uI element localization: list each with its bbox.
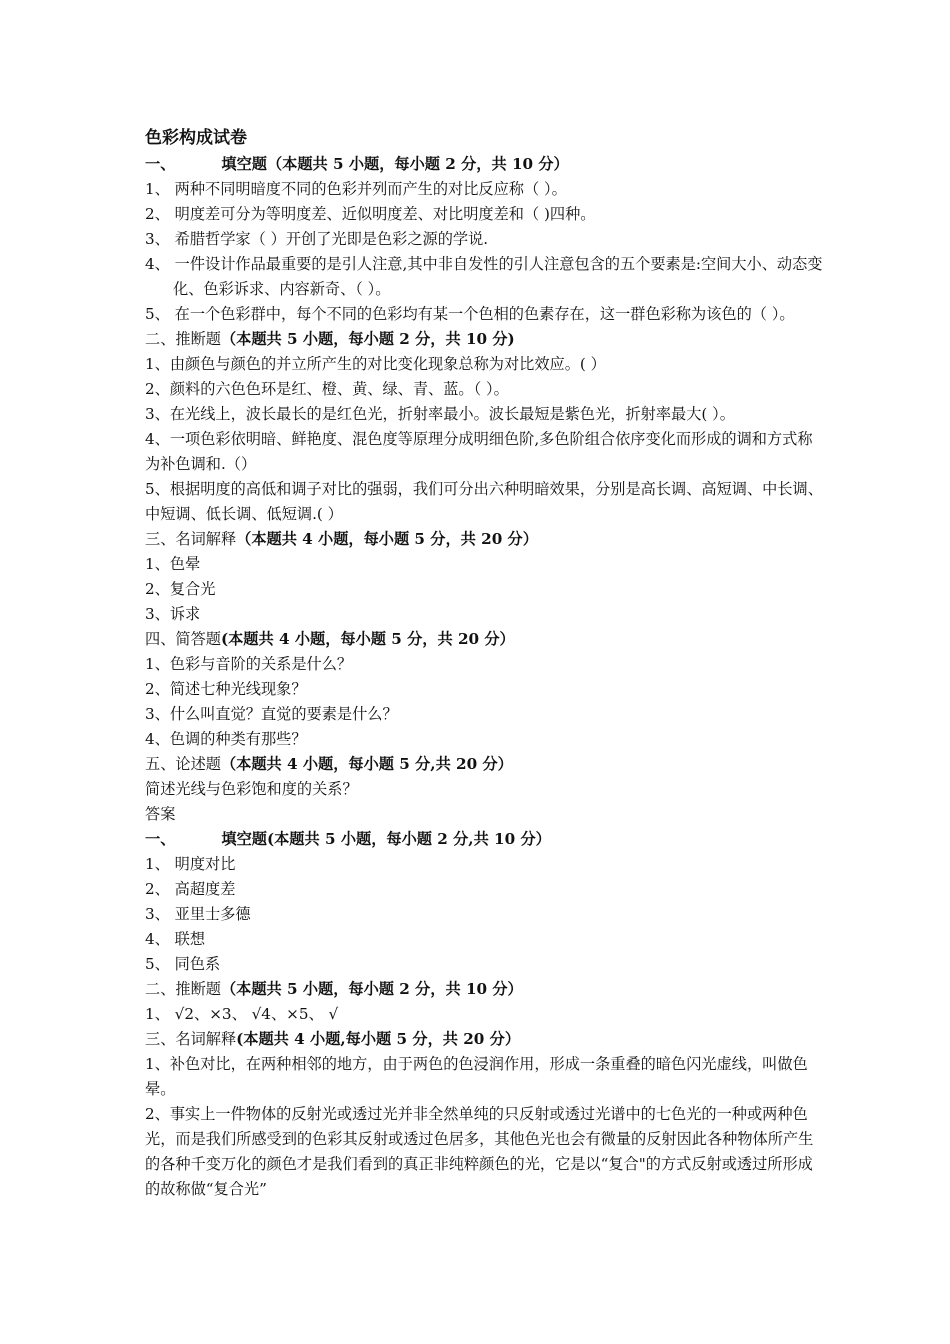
question-item: 2、 明度差可分为等明度差、近似明度差、对比明度差和（ )四种。 (145, 205, 596, 223)
question-item: 2、复合光 (145, 580, 216, 598)
answer-item: 1、补色对比，在两种相邻的地方，由于两色的色浸润作用，形成一条重叠的暗色闪光虚线，叫做色晕。 (145, 1055, 808, 1098)
answer-item: 1、 明度对比 (145, 855, 236, 873)
question-item: 5、 在一个色彩群中，每个不同的色彩均有某一个色相的色素存在，这一群色彩称为该色的（ ）。 (145, 305, 795, 323)
answer-item: 5、 同色系 (145, 955, 221, 973)
section-scoring: （本题共 5 小题，每小题 2 分，共 10 分） (220, 980, 523, 998)
section-heading-fill-in (145, 152, 825, 177)
answer-item: 1、 √2、×3、 √4、×5、 √ (145, 1005, 339, 1023)
answer-item: 3、 亚里士多德 (145, 905, 251, 923)
section-title: 三、名词解释 (145, 530, 237, 548)
document-title: 色彩构成试卷 (145, 128, 247, 148)
question-item: 1、由颜色与颜色的并立所产生的对比变化现象总称为对比效应。( ） (145, 355, 606, 373)
section-scoring: （本题共 4 小题，每小题 5 分,共 20 分） (220, 755, 513, 773)
section-scoring: (本题共 4 小题,每小题 5 分，共 20 分） (236, 1030, 521, 1048)
answer-heading-judgment (145, 977, 825, 1002)
section-heading-judgment (145, 327, 825, 352)
section-number: 一、 (145, 830, 176, 848)
section-heading-essay (145, 752, 825, 777)
question-item: 1、 两种不同明暗度不同的色彩并列而产生的对比反应称（ ）。 (145, 180, 567, 198)
section-number: 一、 (145, 155, 176, 173)
question-item: 4、色调的种类有那些？ (145, 730, 307, 748)
section-title: 三、名词解释 (145, 1030, 237, 1048)
question-item: 2、简述七种光线现象？ (145, 680, 307, 698)
question-item: 1、色彩与音阶的关系是什么？ (145, 655, 353, 673)
answer-heading-terms (145, 1027, 825, 1052)
section-title: 四、简答题 (145, 630, 221, 648)
section-scoring: （本题共 5 小题，每小题 2 分，共 10 分) (220, 330, 515, 348)
answer-item: 2、 高超度差 (145, 880, 236, 898)
section-heading-terms (145, 527, 825, 552)
section-scoring: (本题共 4 小题，每小题 5 分，共 20 分） (220, 630, 515, 648)
section-title: 二、推断题 (145, 980, 221, 998)
question-item: 3、诉求 (145, 605, 201, 623)
question-item: 4、 一件设计作品最重要的是引人注意,其中非自发性的引人注意包含的五个要素是:空间大小、动态变化、色彩诉求、内容新奇、（ ）。 (145, 255, 823, 298)
answer-item: 4、 联想 (145, 930, 206, 948)
section-title: 五、论述题 (145, 755, 221, 773)
section-heading-short-answer (145, 627, 825, 652)
section-title: 填空题(本题共 5 小题，每小题 2 分,共 10 分） (221, 830, 551, 848)
question-item: 2、颜料的六色色环是红、橙、黄、绿、青、蓝。（ ）。 (145, 380, 509, 398)
question-item: 4、一项色彩依明暗、鲜艳度、混色度等原理分成明细色阶,多色阶组合依序变化而形成的调和方式称为补色调和.（） (145, 430, 813, 473)
question-item: 简述光线与色彩饱和度的关系？ (145, 780, 358, 798)
answer-item: 2、事实上一件物体的反射光或透过光并非全然单纯的只反射或透过光谱中的七色光的一种或两种色光，而是我们所感受到的色彩其反射或透过色居多，其他色光也会有微量的反射因此各种物体所产生的各种千变万化的颜色才是我们看到的真正非纯粹颜色的光，它是以“复合"的方式反射或透过所形成的故称做“复合光” (145, 1105, 814, 1198)
question-item: 3、在光线上，波长最长的是红色光，折射率最小。波长最短是紫色光，折射率最大( ）。 (145, 405, 735, 423)
section-title: 二、推断题 (145, 330, 221, 348)
exam-content (145, 124, 825, 1202)
answer-heading-fill-in (145, 827, 825, 852)
section-scoring: （本题共 4 小题，每小题 5 分，共 20 分） (236, 530, 538, 548)
question-item: 1、色晕 (145, 555, 201, 573)
answer-label: 答案 (145, 805, 176, 823)
question-item: 3、什么叫直觉？直觉的要素是什么？ (145, 705, 398, 723)
question-item: 5、根据明度的高低和调子对比的强弱，我们可分出六种明暗效果，分别是高长调、高短调、中长调、中短调、低长调、低短调.( ） (145, 480, 823, 523)
question-item: 3、 希腊哲学家（ ）开创了光即是色彩之源的学说. (145, 230, 489, 248)
section-title: 填空题（本题共 5 小题，每小题 2 分，共 10 分） (221, 155, 569, 173)
